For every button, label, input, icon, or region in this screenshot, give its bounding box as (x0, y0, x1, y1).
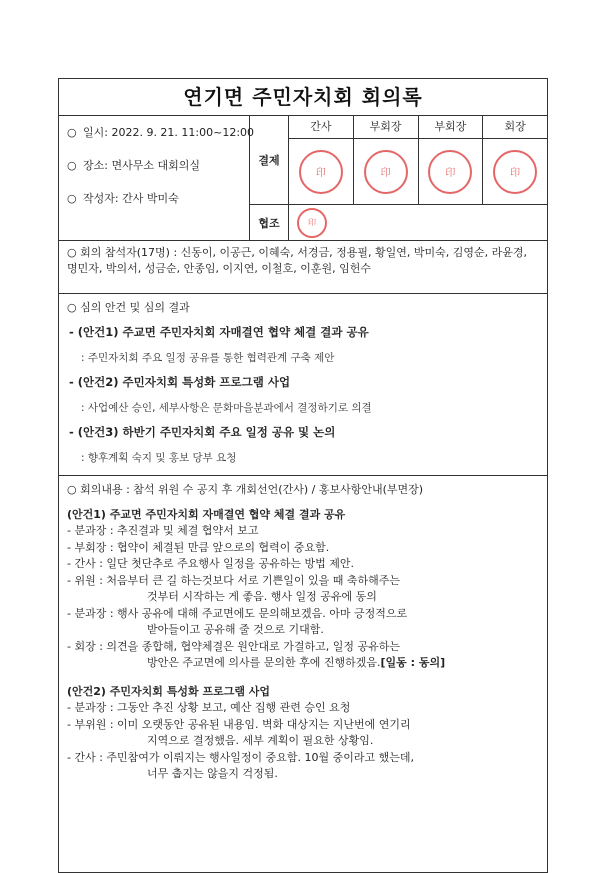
attendees-text: 회의 참석자(17명) : 신동이, 이공근, 이혜숙, 서경금, 정용필, 황일연, 박미숙, 김영순, 라윤경, 명민자, 박의서, 성금순, 안종임, 이지연, 이철호, 이훈원, 임헌수 (67, 246, 527, 275)
date-row (59, 116, 255, 149)
seal-stamp-icon: 印 (297, 208, 327, 238)
agenda-item (67, 424, 539, 466)
minutes-line: - 간사 : 주민참여가 이뤄지는 행사일정이 중요함. 10월 중이라고 했는데, (67, 750, 415, 764)
cooperation-label: 협조 (250, 205, 289, 240)
minutes-text: 방안은 주교면에 의사를 문의한 후에 진행하겠음. (147, 656, 381, 669)
approval-label: 결제 (250, 116, 289, 204)
approval-role: 부회장 (419, 116, 483, 139)
approval-column (354, 116, 419, 204)
place-row (59, 149, 249, 182)
seal-stamp-icon: 印 (493, 150, 537, 194)
meeting-minutes-document (58, 78, 548, 873)
bullet: ○ (67, 192, 77, 205)
minutes-line: - 회장 : 의견을 종합해, 협약체결은 원안대로 가결하고, 일정 공유하는 (67, 639, 401, 653)
bullet: ○ (67, 246, 77, 259)
approval-table (250, 116, 547, 240)
agenda-item-title: - (안건2) 주민자치회 특성화 프로그램 사업 (69, 375, 291, 389)
document-title: 연기면 주민자치회 회의록 (59, 79, 547, 116)
bullet: ○ (67, 126, 77, 139)
seal-stamp-icon: 印 (364, 150, 408, 194)
minutes-line-continued: 지역으로 결정했음. 세부 계획이 필요한 상황임. (147, 734, 374, 747)
meta-section (59, 116, 547, 241)
minutes-section-title: (안건1) 주교면 주민자치회 자매결연 협약 체결 결과 공유 (67, 507, 346, 521)
decision-label: [일동 : 동의] (380, 656, 446, 669)
agenda-header: ○ 심의 안건 및 심의 결과 (67, 301, 190, 314)
approval-role: 부회장 (354, 116, 418, 139)
minutes-line: - 부회장 : 협약이 체결된 만큼 앞으로의 협력이 중요함. (67, 540, 330, 554)
minutes-section-title: (안건2) 주민자치회 특성화 프로그램 사업 (67, 684, 271, 698)
meta-info (59, 116, 255, 240)
meeting-place: 장소: 면사무소 대회의실 (83, 159, 200, 172)
meeting-date: 일시: 2022. 9. 21. 11:00~12:00 (83, 126, 255, 139)
approval-column (289, 116, 354, 204)
approval-role: 회장 (483, 116, 547, 139)
minutes-line: - 간사 : 일단 첫단추로 주요행사 일정을 공유하는 방법 제안. (67, 557, 355, 570)
minutes-header: ○ 회의내용 : 참석 위원 수 공지 후 개회선언(간사) / 홍보사항안내(부면장) (67, 483, 424, 496)
attendees-section (59, 241, 547, 294)
seal-stamp-icon: 印 (299, 150, 343, 194)
approval-column (419, 116, 484, 204)
minutes-line-continued: 받아들이고 공유해 줄 것으로 기대함. (147, 623, 324, 636)
agenda-item-result: : 향후계획 숙지 및 홍보 당부 요청 (81, 452, 237, 464)
writer-row (59, 182, 249, 215)
bullet: ○ (67, 159, 77, 172)
agenda-section (59, 294, 547, 476)
minutes-line: - 분과장 : 추진결과 및 체결 협약서 보고 (67, 524, 259, 537)
seal-stamp-icon: 印 (428, 150, 472, 194)
minutes-line: - 부위원 : 이미 오랫동안 공유된 내용임. 벽화 대상지는 지난번에 연기리 (67, 717, 411, 731)
minutes-line-continued: 것부터 시작하는 게 좋음. 행사 일정 공유에 동의 (147, 590, 377, 603)
meeting-writer: 작성자: 간사 박미숙 (83, 192, 179, 205)
minutes-line-continued: 너무 춥지는 않을지 걱정됨. (147, 767, 278, 780)
minutes-line: - 위원 : 처음부터 큰 길 하는것보다 서로 기쁜일이 있을 때 축하해주는 (67, 573, 401, 587)
minutes-line: - 분과장 : 행사 공유에 대해 주교면에도 문의해보겠음. 아마 긍정적으로 (67, 606, 408, 620)
agenda-item-result: : 주민자치회 주요 일정 공유를 통한 협력관계 구축 제안 (81, 352, 335, 364)
agenda-item-title: - (안건1) 주교면 주민자치회 자매결연 협약 체결 결과 공유 (69, 325, 369, 339)
agenda-item (67, 324, 539, 366)
minutes-line-continued (67, 655, 539, 672)
minutes-section (59, 476, 547, 872)
agenda-item (67, 374, 539, 416)
minutes-line: - 분과장 : 그동안 추진 상황 보고, 예산 집행 관련 승인 요청 (67, 701, 351, 714)
agenda-item-title: - (안건3) 하반기 주민자치회 주요 일정 공유 및 논의 (69, 425, 336, 439)
agenda-item-result: : 사업예산 승인, 세부사항은 문화마을분과에서 결정하기로 의결 (81, 402, 372, 414)
approval-column (483, 116, 547, 204)
approval-role: 간사 (289, 116, 353, 139)
